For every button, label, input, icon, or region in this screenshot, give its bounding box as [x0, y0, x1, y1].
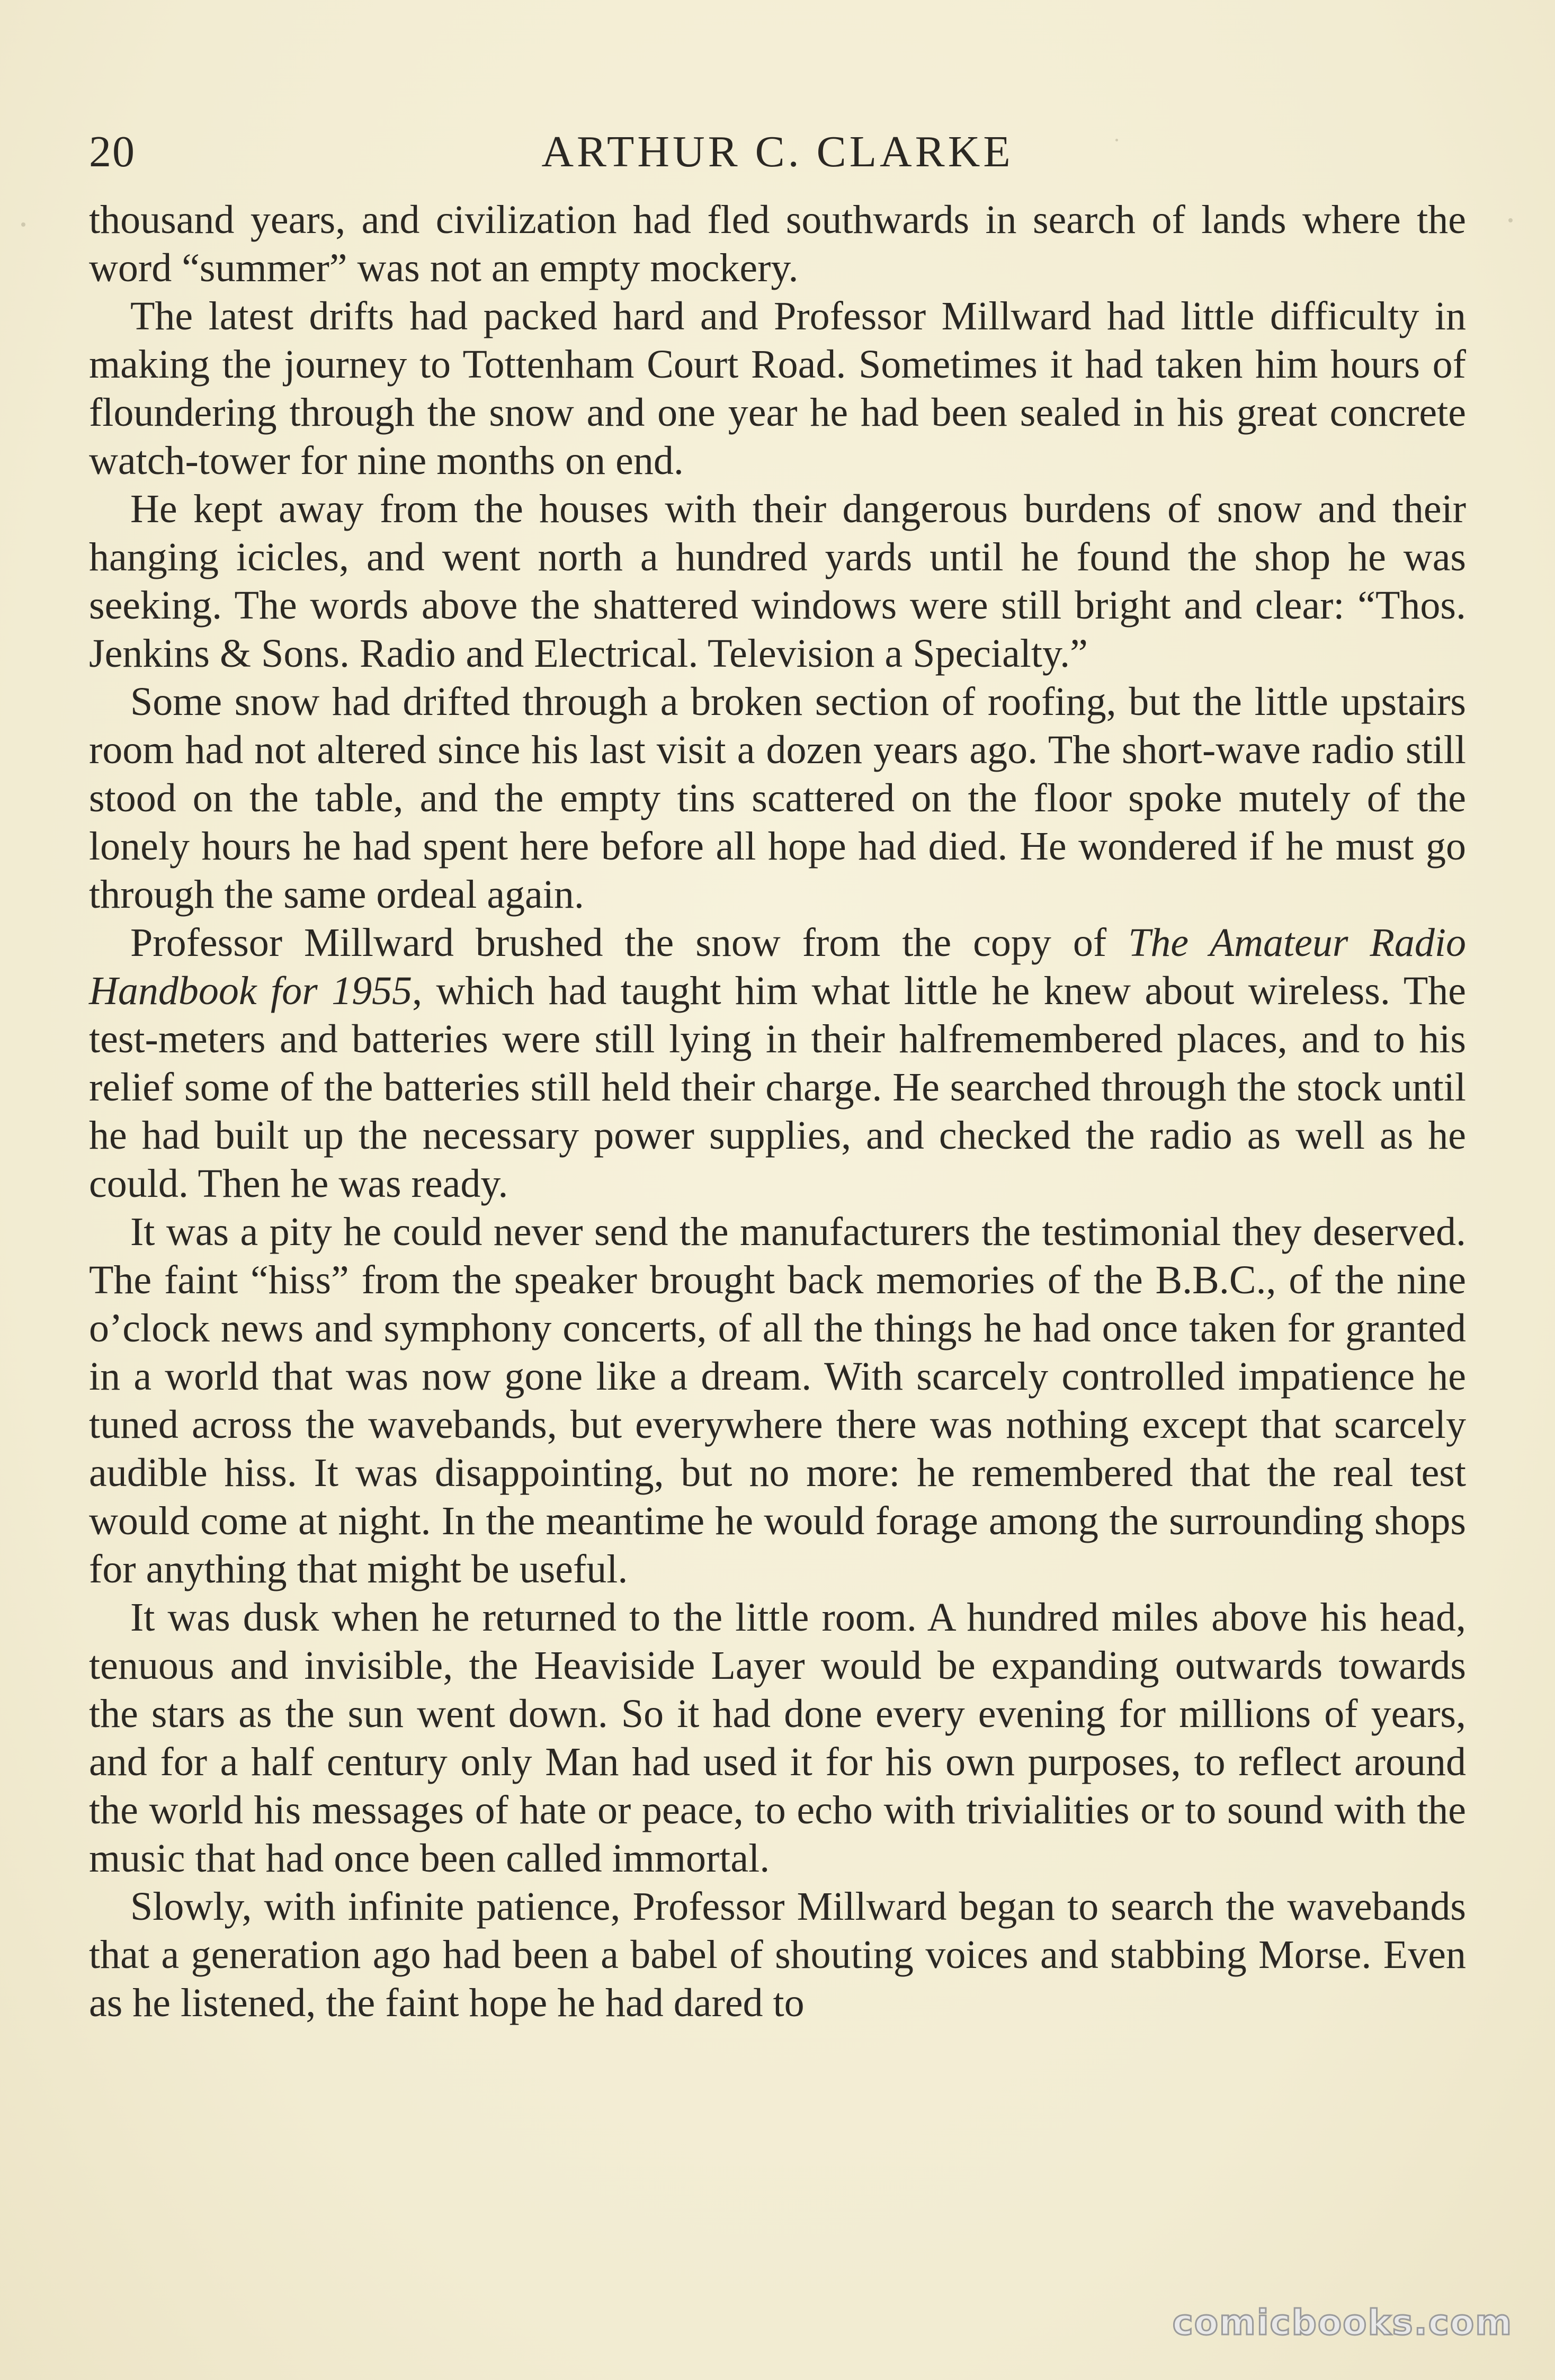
paragraph-5 — [89, 919, 1466, 1208]
paragraph-4: Some snow had drifted through a broken section of roofing, but the little upstairs room had not altered since his last visit a dozen years ago. The short-wave radio still stood on the table, and the empty tins scattered on the floor spoke mutely of the lonely hours he had spent here before all hope had died. He wondered if he must go through the same ordeal again. — [89, 679, 1466, 917]
site-watermark: comicbooks.com — [1172, 2302, 1513, 2343]
paper-speck — [1115, 139, 1118, 141]
page-header — [89, 126, 1466, 184]
paragraph-1: thousand years, and civilization had fled southwards in search of lands where the word “summer” was not an empty mockery. — [89, 198, 1466, 290]
book-title-italic: The Amateur Radio Handbook for 1955 — [89, 920, 1466, 1013]
running-head: ARTHUR C. CLARKE — [541, 127, 1014, 176]
paragraph-6: It was a pity he could never send the manufacturers the testimonial they deserved. The faint “hiss” from the speaker brought back memories of the B.B.C., of the nine o’clock news and symphony concerts, of all the things he had once taken for granted in a world that was now gone like a dream. With scarcely controlled impatience he tuned across the wavebands, but everywhere there was nothing except that scarcely audible hiss. It was disappointing, but no more: he remembered that the real test would come at night. In the meantime he would forage among the surrounding shops for anything that might be useful. — [89, 1210, 1466, 1591]
paragraph-3: He kept away from the houses with their dangerous burdens of snow and their hanging icicles, and went north a hundred yards until he found the shop he was seeking. The words above the shattered windows were still bright and clear: “Thos. Jenkins & Sons. Radio and Electrical. Television a Specialty.” — [89, 487, 1466, 676]
page-number: 20 — [89, 127, 136, 176]
paragraph-2: The latest drifts had packed hard and Professor Millward had little difficulty in making the journey to Tottenham Court Road. Sometimes it had taken him hours of floundering through the snow and one year he had been sealed in his great concrete watch-tower for nine months on end. — [89, 294, 1466, 483]
paper-speck — [21, 222, 25, 227]
paper-speck — [1508, 218, 1513, 222]
page-body — [89, 196, 1466, 2027]
paragraph-8: Slowly, with infinite patience, Professor Millward began to search the wavebands that a generation ago had been a babel of shouting voices and stabbing Morse. Even as he listened, the faint hope he had dared to — [89, 1884, 1466, 2025]
paragraph-5-start: Professor Millward brushed the snow from the copy of — [130, 920, 1129, 965]
paragraph-5-end: , which had taught him what little he knew about wireless. The test-meters and batteries were still lying in their halfremembered places, and to his relief some of the batteries still held their charge. He searched through the stock until he had built up the necessary power supplies, and checked the radio as well as he could. Then he was ready. — [89, 969, 1466, 1206]
paragraph-7: It was dusk when he returned to the little room. A hundred miles above his head, tenuous and invisible, the Heaviside Layer would be expanding outwards towards the stars as the sun went down. So it had done every evening for millions of years, and for a half century only Man had used it for his own purposes, to reflect around the world his messages of hate or peace, to echo with trivialities or to sound with the music that had once been called immortal. — [89, 1595, 1466, 1881]
